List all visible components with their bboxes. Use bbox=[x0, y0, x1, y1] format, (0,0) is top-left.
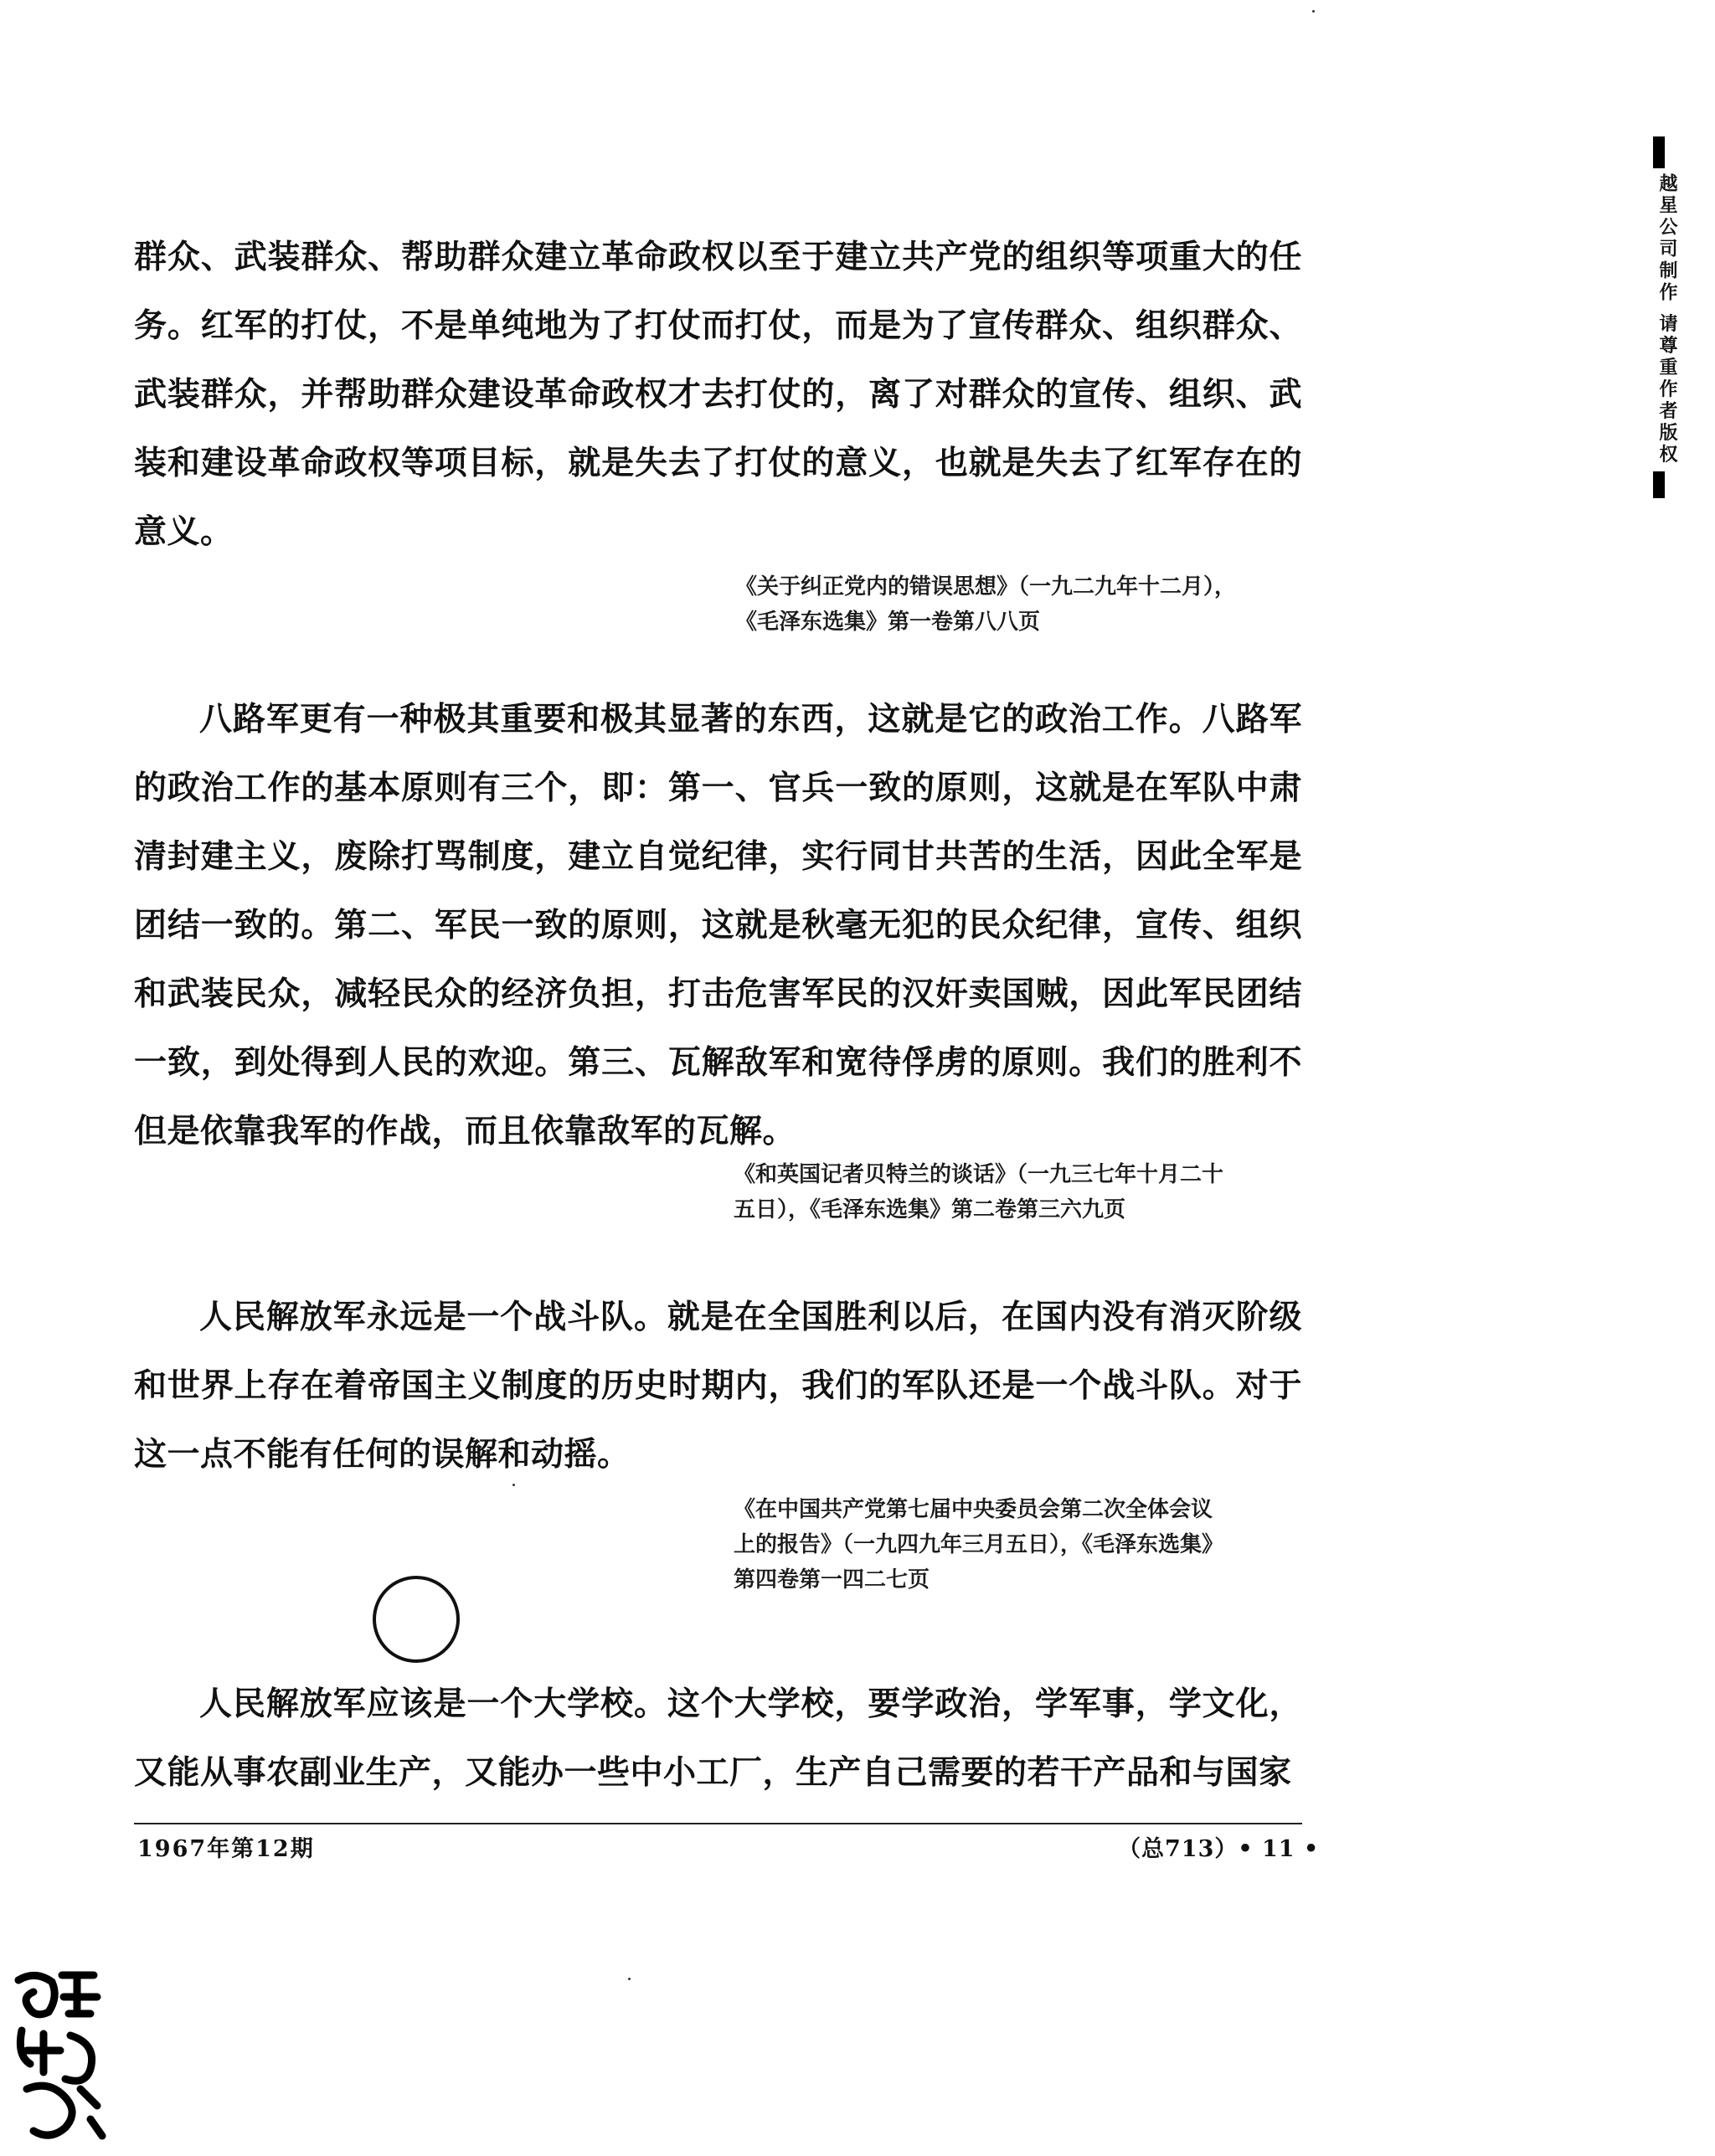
issue-label: 1967年第12期 bbox=[137, 1836, 315, 1862]
paragraph-4: 人民解放军应该是一个大学校。这个大学校，要学政治，学军事，学文化，又能从事农副业生产，又能办一些中小工厂，生产自己需要的若干产品和与国家 bbox=[134, 1685, 1302, 1792]
section-circle-icon bbox=[373, 1576, 460, 1663]
page-number: （总713）• 11 • bbox=[1118, 1836, 1320, 1862]
side-watermark bbox=[1651, 136, 1685, 597]
citation-3: 《在中国共产党第七届中央委员会第二次全体会议 上的报告》（一九四九年三月五日），《毛泽东选集》 第四卷第一四二七页 bbox=[734, 1497, 1224, 1593]
seal-stamp-icon bbox=[10, 1963, 111, 2148]
citation-2: 《和英国记者贝特兰的谈话》（一九三七年十月二十 五日），《毛泽东选集》第二卷第三六九页 bbox=[734, 1162, 1224, 1222]
citation-1: 《关于纠正党内的错误思想》（一九二九年十二月）， 《毛泽东选集》第一卷第八八页 bbox=[735, 574, 1237, 635]
paragraph-1: 群众、武装群众、帮助群众建立革命政权以至于建立共产党的组织等项重大的任务。红军的打仗，不是单纯地为了打仗而打仗，而是为了宣传群众、组织群众、武装群众，并帮助群众建设革命政权才去打仗的，离了对群众的宣传、组织、武装和建设革命政权等项目标，就是失去了打仗的意义，也就是失去了红军存在的意义。 bbox=[134, 238, 1302, 551]
speck bbox=[1312, 10, 1315, 13]
paragraph-2: 八路军更有一种极其重要和极其显著的东西，这就是它的政治工作。八路军的政治工作的基本原则有三个，即：第一、官兵一致的原则，这就是在军队中肃清封建主义，废除打骂制度，建立自觉纪律，实行同甘共苦的生活，因此全军是团结一致的。第二、军民一致的原则，这就是秋毫无犯的民众纪律，宣传、组织和武装民众，减轻民众的经济负担，打击危害军民的汉奸卖国贼，因此军民团结一致，到处得到人民的欢迎。第三、瓦解敌军和宽待俘虏的原则。我们的胜利不但是依靠我军的作战，而且依靠敌军的瓦解。 bbox=[134, 700, 1302, 1150]
side-watermark-text: 越星公司制作 请尊重作者版权 bbox=[1656, 173, 1678, 466]
paragraph-3: 人民解放军永远是一个战斗队。就是在全国胜利以后，在国内没有消灭阶级和世界上存在着帝国主义制度的历史时期内，我们的军队还是一个战斗队。对于这一点不能有任何的误解和动摇。 bbox=[134, 1298, 1302, 1474]
footer-divider bbox=[134, 1823, 1302, 1824]
side-bar-bottom bbox=[1653, 471, 1665, 498]
side-bar-top bbox=[1653, 136, 1665, 168]
speck bbox=[628, 1978, 631, 1980]
speck bbox=[512, 1484, 515, 1486]
